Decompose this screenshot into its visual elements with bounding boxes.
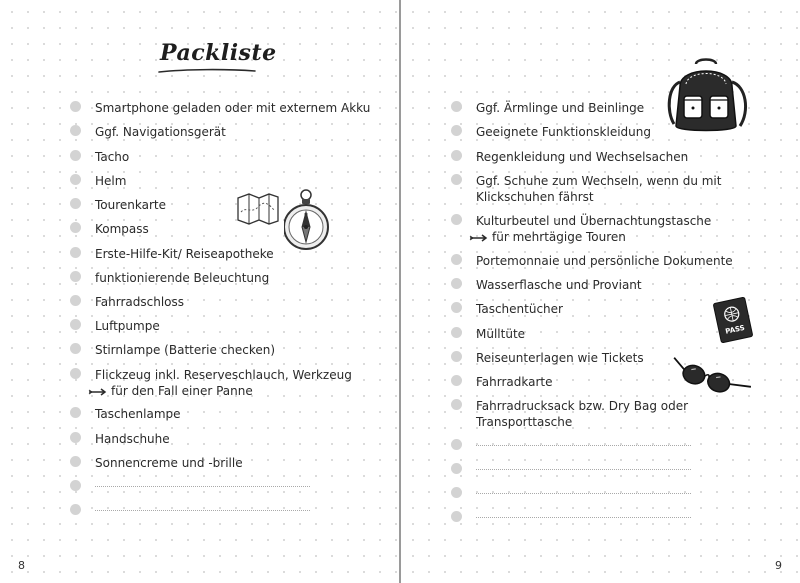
page-number: 8 bbox=[18, 559, 25, 572]
checkbox-bullet[interactable] bbox=[451, 375, 462, 386]
passport-icon bbox=[709, 296, 757, 344]
blank-write-line[interactable] bbox=[476, 445, 691, 446]
checklist-right: Ggf. Ärmlinge und Beinlinge Geeignete Funktionskleidung Regenkleidung und Wechselsachen Ggf. Schuhe zum Wechseln, wenn du mit Klickschuhen fährst Kulturbeutel und Übernachtungstasche für mehrtägige Touren Portemonnaie und persönliche Dokumente Wasserflasche und Proviant Taschentücher Mülltüte Reiseunterlagen wie Tickets Fahrradkarte Fahrradrucksack bzw. Dry Bag oder Transporttasche bbox=[401, 0, 800, 583]
checkbox-bullet[interactable] bbox=[451, 254, 462, 265]
list-item-continuation: für den Fall einer Panne bbox=[88, 383, 253, 399]
checkbox-bullet[interactable] bbox=[70, 247, 81, 258]
checkbox-bullet[interactable] bbox=[451, 463, 462, 474]
folded-map-icon bbox=[236, 192, 280, 226]
checkbox-bullet[interactable] bbox=[70, 295, 81, 306]
blank-write-line[interactable] bbox=[95, 486, 310, 487]
checkbox-bullet[interactable] bbox=[70, 222, 81, 233]
page-number: 9 bbox=[775, 559, 782, 572]
checkbox-bullet[interactable] bbox=[70, 271, 81, 282]
backpack-icon bbox=[666, 56, 756, 136]
blank-write-line[interactable] bbox=[95, 510, 310, 511]
list-item-continuation: Klickschuhen fährst bbox=[476, 190, 594, 204]
checkbox-bullet[interactable] bbox=[70, 368, 81, 379]
checkbox-bullet[interactable] bbox=[451, 487, 462, 498]
checkbox-bullet[interactable] bbox=[451, 399, 462, 410]
checkbox-bullet[interactable] bbox=[70, 343, 81, 354]
checkbox-bullet[interactable] bbox=[451, 278, 462, 289]
checkbox-bullet[interactable] bbox=[451, 101, 462, 112]
page-title: Packliste bbox=[160, 40, 277, 66]
checkbox-bullet[interactable] bbox=[70, 407, 81, 418]
left-page bbox=[0, 0, 399, 583]
checkbox-bullet[interactable] bbox=[451, 439, 462, 450]
blank-write-line[interactable] bbox=[476, 493, 691, 494]
checkbox-bullet[interactable] bbox=[451, 511, 462, 522]
compass-icon bbox=[284, 187, 332, 253]
checklist-left: Smartphone geladen oder mit externem Akku Ggf. Navigationsgerät Tacho Helm Tourenkarte Kompass Erste-Hilfe-Kit/ Reiseapotheke funktionierende Beleuchtung Fahrradschloss Luftpumpe Stirnlampe (Batterie checken) Flickzeug inkl. Reserveschlauch, Werkzeug für den Fall einer Panne Taschenlampe Handschuhe Sonnencreme und -brille bbox=[0, 0, 399, 583]
blank-write-line[interactable] bbox=[476, 517, 691, 518]
checkbox-bullet[interactable] bbox=[451, 150, 462, 161]
checkbox-bullet[interactable] bbox=[70, 480, 81, 491]
checkbox-bullet[interactable] bbox=[70, 319, 81, 330]
checkbox-bullet[interactable] bbox=[70, 456, 81, 467]
checkbox-bullet[interactable] bbox=[451, 302, 462, 313]
checkbox-bullet[interactable] bbox=[70, 150, 81, 161]
checkbox-bullet[interactable] bbox=[451, 351, 462, 362]
list-item-continuation: für mehrtägige Touren bbox=[469, 229, 626, 245]
arrow-right-icon bbox=[469, 233, 489, 243]
blank-write-line[interactable] bbox=[476, 469, 691, 470]
checkbox-bullet[interactable] bbox=[451, 214, 462, 225]
checkbox-bullet[interactable] bbox=[70, 198, 81, 209]
svg-text:N: N bbox=[304, 213, 308, 219]
right-page bbox=[401, 0, 800, 583]
checkbox-bullet[interactable] bbox=[451, 174, 462, 185]
arrow-right-icon bbox=[88, 387, 108, 397]
sunglasses-icon bbox=[668, 356, 754, 398]
checkbox-bullet[interactable] bbox=[70, 174, 81, 185]
passport-label: PASS bbox=[724, 323, 746, 336]
list-item-continuation: Transporttasche bbox=[476, 415, 573, 429]
checkbox-bullet[interactable] bbox=[451, 125, 462, 136]
checkbox-bullet[interactable] bbox=[70, 101, 81, 112]
checkbox-bullet[interactable] bbox=[451, 327, 462, 338]
checkbox-bullet[interactable] bbox=[70, 504, 81, 515]
checkbox-bullet[interactable] bbox=[70, 432, 81, 443]
checkbox-bullet[interactable] bbox=[70, 125, 81, 136]
